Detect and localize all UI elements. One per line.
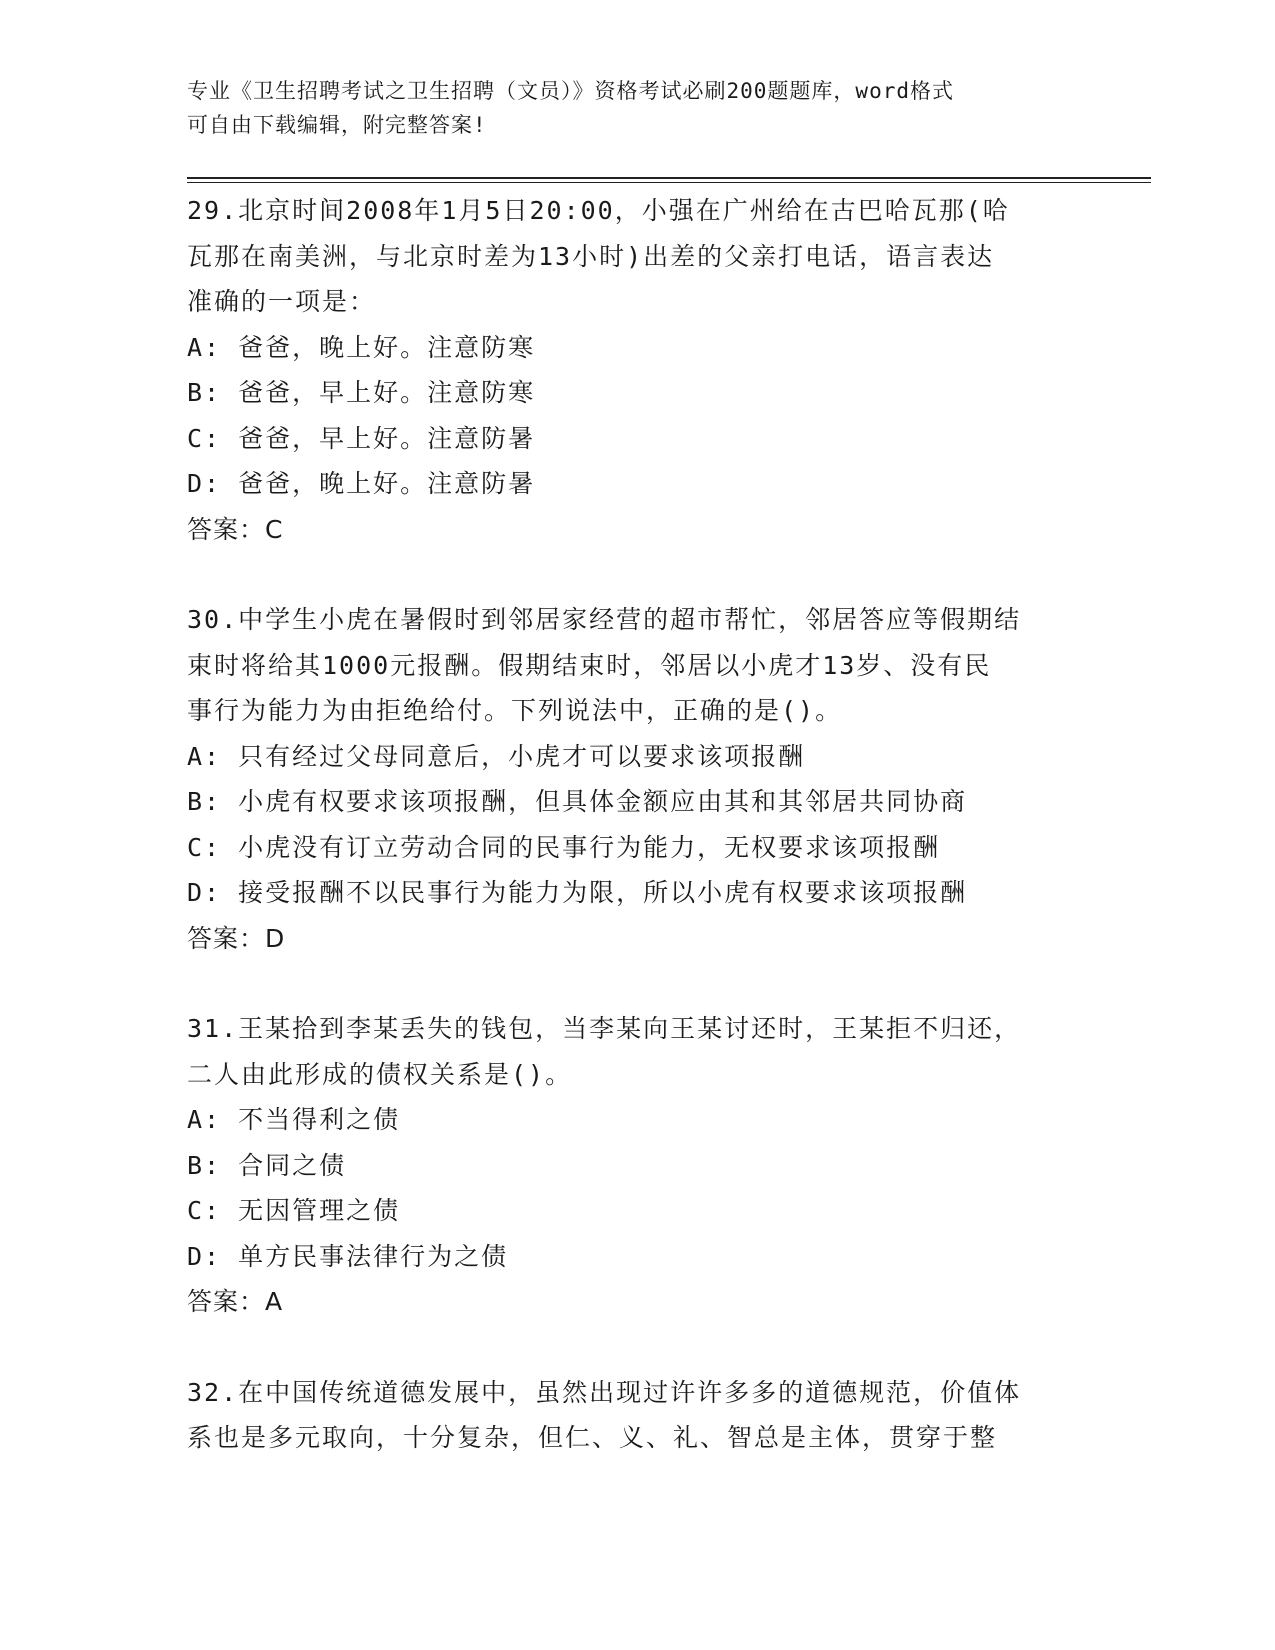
question-list (187, 188, 1087, 1506)
question-31 (187, 1006, 1087, 1325)
answer-line: 答案：A (187, 1287, 284, 1316)
question-text-line: 准确的一项是： (187, 287, 377, 316)
option-a: A: 不当得利之债 (187, 1105, 401, 1134)
question-text-line: 事行为能力为由拒绝给付。下列说法中，正确的是()。 (187, 696, 843, 725)
option-b: B: 合同之债 (187, 1150, 347, 1180)
question-30 (187, 597, 1087, 961)
header-line: 专业《卫生招聘考试之卫生招聘（文员）》资格考试必刷200题题库，word格式 (187, 79, 954, 103)
option-a: A: 爸爸，晚上好。注意防寒 (187, 332, 536, 362)
option-b: B: 小虎有权要求该项报酬，但具体金额应由其和其邻居共同协商 (187, 787, 968, 816)
header-divider-thin (187, 182, 1151, 183)
document-header (187, 74, 1067, 142)
question-text-line: 29.北京时间2008年1月5日20:00，小强在广州给在古巴哈瓦那(哈 (187, 196, 1010, 225)
question-text-line: 系也是多元取向，十分复杂，但仁、义、礼、智总是主体，贯穿于整 (187, 1423, 998, 1452)
option-d: D: 接受报酬不以民事行为能力为限，所以小虎有权要求该项报酬 (187, 878, 968, 907)
question-text-line: 31.王某拾到李某丢失的钱包，当李某向王某讨还时，王某拒不归还， (187, 1014, 1022, 1043)
question-text-line: 二人由此形成的债权关系是()。 (187, 1059, 573, 1089)
question-text-line: 束时将给其1000元报酬。假期结束时，邻居以小虎才13岁、没有民 (187, 650, 992, 680)
option-b: B: 爸爸，早上好。注意防寒 (187, 378, 536, 407)
option-a: A: 只有经过父母同意后，小虎才可以要求该项报酬 (187, 741, 806, 771)
question-text-line: 32.在中国传统道德发展中，虽然出现过许许多多的道德规范，价值体 (187, 1377, 1022, 1407)
option-d: D: 爸爸，晚上好。注意防暑 (187, 469, 536, 498)
question-32 (187, 1370, 1087, 1461)
answer-line: 答案：C (187, 514, 284, 544)
question-text-line: 瓦那在南美洲，与北京时差为13小时)出差的父亲打电话，语言表达 (187, 241, 995, 271)
question-29 (187, 188, 1087, 552)
question-text-line: 30.中学生小虎在暑假时到邻居家经营的超市帮忙，邻居答应等假期结 (187, 605, 1022, 634)
option-c: C: 爸爸，早上好。注意防暑 (187, 423, 536, 453)
option-c: C: 无因管理之债 (187, 1196, 401, 1225)
option-c: C: 小虎没有订立劳动合同的民事行为能力，无权要求该项报酬 (187, 832, 941, 862)
header-line: 可自由下载编辑，附完整答案! (187, 113, 487, 137)
answer-line: 答案：D (187, 923, 286, 953)
header-divider-thick (187, 177, 1151, 179)
option-d: D: 单方民事法律行为之债 (187, 1241, 509, 1271)
